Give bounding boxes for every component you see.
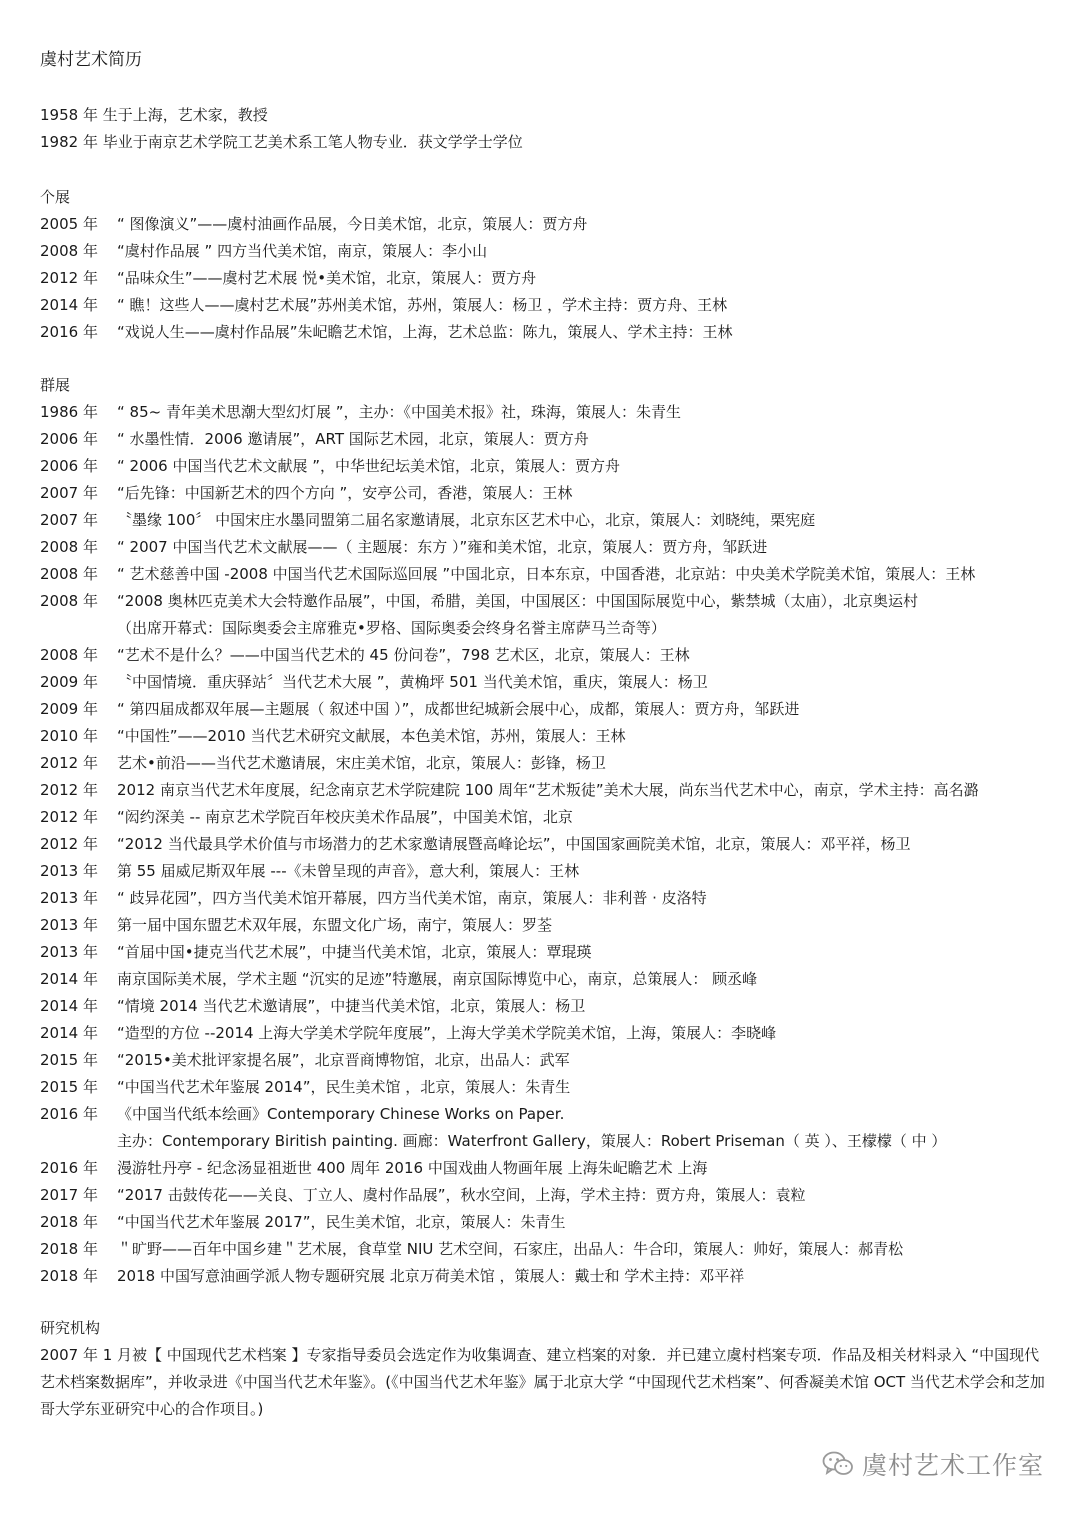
entry-year: 2012 年 <box>40 269 98 287</box>
group-entry <box>40 939 1050 966</box>
entry-year: 2013 年 <box>40 943 98 961</box>
entry-year: 2013 年 <box>40 862 98 880</box>
solo-entry <box>40 238 1050 265</box>
entry-text: “情境 2014 当代艺术邀请展”，中捷当代美术馆，北京，策展人：杨卫 <box>117 997 586 1015</box>
group-entry <box>40 804 1050 831</box>
research-text: 2007 年 1 月被【 中国现代艺术档案 】专家指导委员会选定作为收集调查、建立档案的对象．并已建立虞村档案专项．作品及相关材料录入 “中国现代艺术档案数据库”，并收录进《中国当代艺术年鉴》。(《中国当代艺术年鉴》属于北京大学 “中国现代艺术档案”、何香凝美术馆 OCT 当代艺术学会和芝加哥大学东亚研究中心的合作项目。) <box>40 1346 1045 1418</box>
group-entry <box>40 453 1050 480</box>
entry-year: 2018 年 <box>40 1240 98 1258</box>
wechat-icon <box>822 1450 854 1478</box>
page-title: 虞村艺术简历 <box>40 50 142 70</box>
entry-year: 2012 年 <box>40 808 98 826</box>
entry-year: 2005 年 <box>40 215 98 233</box>
entry-text: “中国当代艺术年鉴展 2014”，民生美术馆 ，北京，策展人：朱青生 <box>117 1078 571 1096</box>
entry-year: 2008 年 <box>40 646 98 664</box>
entry-text: “后先锋：中国新艺术的四个方向 ”，安亭公司，香港，策展人：王林 <box>117 484 573 502</box>
group-exhibition-list <box>40 399 1050 1290</box>
group-entry <box>40 642 1050 669</box>
entry-text: ＂旷野——百年中国乡建＂艺术展，食草堂 NIU 艺术空间，石家庄，出品人：牛合印，策展人：帅好，策展人：郝青松 <box>117 1240 904 1258</box>
entry-year: 2015 年 <box>40 1051 98 1069</box>
entry-year: 2008 年 <box>40 565 98 583</box>
entry-text: “戏说人生——虞村作品展”朱屺瞻艺术馆，上海，艺术总监：陈九，策展人、学术主持：王林 <box>117 323 733 341</box>
group-entry <box>40 777 1050 804</box>
group-entry <box>40 480 1050 507</box>
group-entry <box>40 1047 1050 1074</box>
entry-text: “中国当代艺术年鉴展 2017”，民生美术馆，北京，策展人：朱青生 <box>117 1213 566 1231</box>
watermark <box>822 1446 1044 1482</box>
entry-year: 2014 年 <box>40 296 98 314</box>
entry-year: 2006 年 <box>40 457 98 475</box>
group-entry <box>40 1020 1050 1047</box>
group-entry <box>40 1236 1050 1263</box>
group-entry <box>40 993 1050 1020</box>
group-entry <box>40 588 1050 615</box>
group-entry <box>40 696 1050 723</box>
group-entry <box>40 885 1050 912</box>
group-entry <box>40 426 1050 453</box>
entry-year: 2013 年 <box>40 916 98 934</box>
entry-text: “2012 当代最具学术价值与市场潜力的艺术家邀请展暨高峰论坛”，中国国家画院美术馆，北京，策展人：邓平祥，杨卫 <box>117 835 911 853</box>
intro-line-education: 1982 年 毕业于南京艺术学院工艺美术系工笔人物专业．获文学学士学位 <box>40 133 523 151</box>
entry-year: 1986 年 <box>40 403 98 421</box>
group-entry <box>40 669 1050 696</box>
entry-text: 《中国当代纸本绘画》Contemporary Chinese Works on Paper. <box>117 1105 565 1123</box>
entry-text: “ 水墨性情．2006 邀请展”，ART 国际艺术园，北京，策展人：贾方舟 <box>117 430 589 448</box>
group-entry <box>40 831 1050 858</box>
entry-year: 2009 年 <box>40 673 98 691</box>
entry-year: 2018 年 <box>40 1213 98 1231</box>
entry-year: 2006 年 <box>40 430 98 448</box>
group-heading: 群展 <box>40 376 71 394</box>
entry-text: “闳约深美 -- 南京艺术学院百年校庆美术作品展”，中国美术馆，北京 <box>117 808 573 826</box>
entry-text: 〝墨缘 100〞 中国宋庄水墨同盟第二届名家邀请展，北京东区艺术中心，北京，策展人：刘晓纯，栗宪庭 <box>117 511 816 529</box>
entry-text: “首届中国•捷克当代艺术展”，中捷当代美术馆，北京，策展人：覃琨瑛 <box>117 943 592 961</box>
entry-text: “ 85~ 青年美术思潮大型幻灯展 ”，主办：《中国美术报》社，珠海，策展人：朱青生 <box>117 403 682 421</box>
solo-entry <box>40 292 1050 319</box>
research-heading: 研究机构 <box>40 1319 101 1337</box>
entry-text: “2015•美术批评家提名展”，北京晋商博物馆，北京，出品人：武军 <box>117 1051 570 1069</box>
group-entry <box>40 912 1050 939</box>
entry-year: 2008 年 <box>40 538 98 556</box>
entry-year: 2012 年 <box>40 835 98 853</box>
group-entry <box>40 1263 1050 1290</box>
entry-year: 2008 年 <box>40 592 98 610</box>
entry-text: 2018 中国写意油画学派人物专题研究展 北京万荷美术馆 ，策展人：戴士和 学术主持：邓平祥 <box>117 1267 745 1285</box>
entry-year: 2016 年 <box>40 1159 98 1177</box>
entry-text: 〝中国情境．重庆驿站〞当代艺术大展 ”，黄桷坪 501 当代美术馆，重庆，策展人：杨卫 <box>117 673 708 691</box>
entry-year: 2008 年 <box>40 242 98 260</box>
entry-year: 2014 年 <box>40 1024 98 1042</box>
entry-text: “ 瞧！这些人——虞村艺术展”苏州美术馆，苏州，策展人：杨卫 ，学术主持：贾方舟、王林 <box>117 296 728 314</box>
solo-heading: 个展 <box>40 188 71 206</box>
entry-text: “ 歧异花园”，四方当代美术馆开幕展，四方当代美术馆，南京，策展人：非利普 · 皮洛特 <box>117 889 707 907</box>
group-entry <box>40 534 1050 561</box>
entry-year: 2007 年 <box>40 484 98 502</box>
watermark-text: 虞村艺术工作室 <box>861 1451 1044 1480</box>
entry-text: “ 图像演义”——虞村油画作品展，今日美术馆，北京，策展人：贾方舟 <box>117 215 588 233</box>
entry-year: 2017 年 <box>40 1186 98 1204</box>
entry-year: 2013 年 <box>40 889 98 907</box>
entry-text: 第一届中国东盟艺术双年展，东盟文化广场，南宁，策展人：罗荃 <box>117 916 553 934</box>
entry-year: 2016 年 <box>40 1105 98 1123</box>
entry-year: 2018 年 <box>40 1267 98 1285</box>
entry-text: 漫游牡丹亭 - 纪念汤显祖逝世 400 周年 2016 中国戏曲人物画年展 上海朱屺瞻艺术 上海 <box>117 1159 708 1177</box>
group-entry <box>40 723 1050 750</box>
entry-continuation: （出席开幕式：国际奥委会主席雅克•罗格、国际奥委会终身名誉主席萨马兰奇等） <box>117 619 666 637</box>
intro-line-birth: 1958 年 生于上海，艺术家，教授 <box>40 106 268 124</box>
entry-text: 艺术•前沿——当代艺术邀请展，宋庄美术馆，北京，策展人：彭锋，杨卫 <box>117 754 606 772</box>
entry-text: “ 艺术慈善中国 -2008 中国当代艺术国际巡回展 ”中国北京，日本东京，中国香港，北京站：中央美术学院美术馆，策展人：王林 <box>117 565 976 583</box>
group-entry <box>40 966 1050 993</box>
entry-year: 2007 年 <box>40 511 98 529</box>
solo-entry <box>40 211 1050 238</box>
entry-text: “ 2006 中国当代艺术文献展 ”，中华世纪坛美术馆，北京，策展人：贾方舟 <box>117 457 621 475</box>
intro-section <box>40 102 523 156</box>
group-entry <box>40 1074 1050 1101</box>
entry-continuation: 主办：Contemporary Biritish painting. 画廊：Waterfront Gallery，策展人：Robert Priseman（ 英 ）、王檬檬（ 中 ） <box>117 1132 947 1150</box>
entry-text: “造型的方位 --2014 上海大学美术学院年度展”，上海大学美术学院美术馆，上海，策展人：李晓峰 <box>117 1024 777 1042</box>
entry-year: 2014 年 <box>40 970 98 988</box>
group-entry <box>40 750 1050 777</box>
entry-text: “艺术不是什么？——中国当代艺术的 45 份问卷”，798 艺术区，北京，策展人：王林 <box>117 646 690 664</box>
entry-text: 南京国际美术展，学术主题 “沉实的足迹”特邀展，南京国际博览中心，南京，总策展人： 顾丞峰 <box>117 970 758 988</box>
group-entry <box>40 1101 1050 1128</box>
group-entry <box>40 1209 1050 1236</box>
group-entry <box>40 1182 1050 1209</box>
entry-year: 2012 年 <box>40 781 98 799</box>
entry-text: “2017 击鼓传花——关良、丁立人、虞村作品展”，秋水空间，上海，学术主持：贾方舟，策展人：袁粒 <box>117 1186 806 1204</box>
entry-text: “中国性”——2010 当代艺术研究文献展，本色美术馆，苏州，策展人：王林 <box>117 727 626 745</box>
entry-year: 2012 年 <box>40 754 98 772</box>
solo-entry <box>40 319 1050 346</box>
entry-text: “品味众生”——虞村艺术展 悦•美术馆，北京，策展人：贾方舟 <box>117 269 537 287</box>
entry-year: 2016 年 <box>40 323 98 341</box>
group-entry <box>40 858 1050 885</box>
group-entry <box>40 399 1050 426</box>
entry-text: “2008 奥林匹克美术大会特邀作品展”，中国，希腊，美国，中国展区：中国国际展览中心，紫禁城（太庙），北京奥运村 <box>117 592 918 610</box>
entry-text: “ 2007 中国当代艺术文献展——（ 主题展：东方 ）”雍和美术馆，北京，策展人：贾方舟，邹跃进 <box>117 538 768 556</box>
group-entry <box>40 507 1050 534</box>
entry-year: 2015 年 <box>40 1078 98 1096</box>
entry-text: “虞村作品展 ” 四方当代美术馆，南京，策展人：李小山 <box>117 242 488 260</box>
group-entry <box>40 1155 1050 1182</box>
solo-exhibition-list <box>40 211 1050 346</box>
entry-year: 2014 年 <box>40 997 98 1015</box>
group-entry <box>40 561 1050 588</box>
solo-entry <box>40 265 1050 292</box>
entry-year: 2009 年 <box>40 700 98 718</box>
entry-text: “ 第四届成都双年展—主题展（ 叙述中国 ）”，成都世纪城新会展中心，成都，策展人：贾方舟，邹跃进 <box>117 700 800 718</box>
entry-year: 2010 年 <box>40 727 98 745</box>
entry-text: 2012 南京当代艺术年度展，纪念南京艺术学院建院 100 周年“艺术叛徒”美术大展，尚东当代艺术中心，南京，学术主持：高名潞 <box>117 781 979 799</box>
entry-text: 第 55 届威尼斯双年展 ---《未曾呈现的声音》，意大利，策展人：王林 <box>117 862 580 880</box>
